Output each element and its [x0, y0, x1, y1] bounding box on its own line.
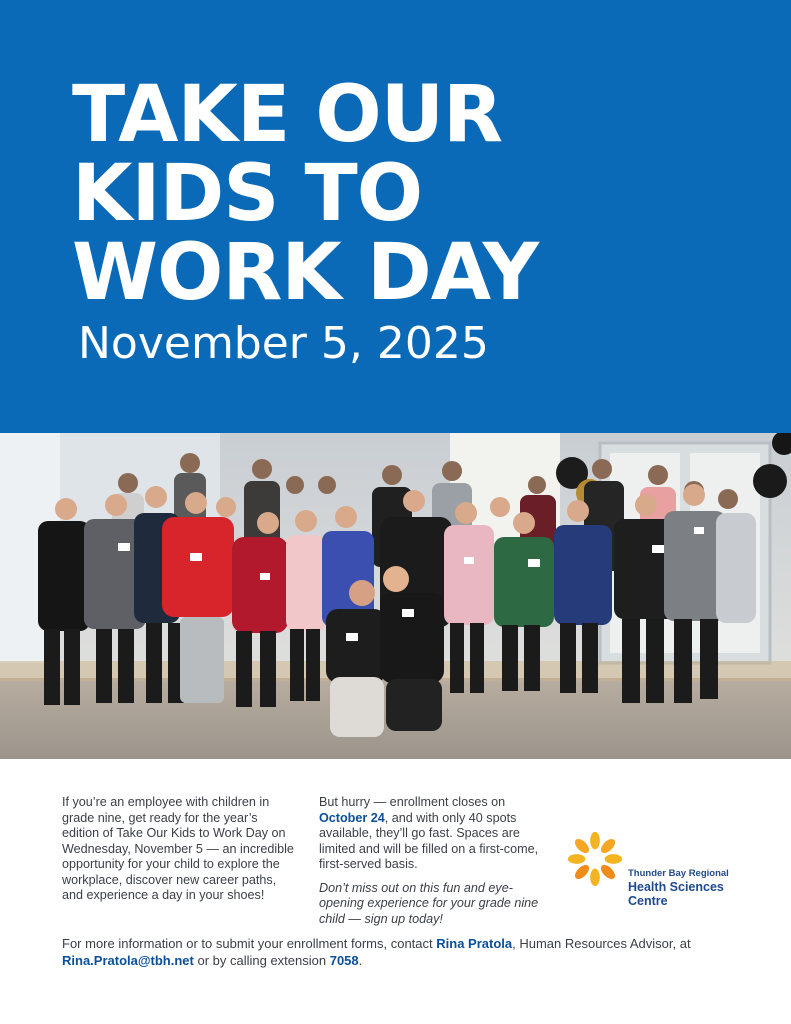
- logo-wordmark: [628, 868, 729, 908]
- event-date: November 5, 2025: [78, 318, 489, 369]
- footer-text-1: For more information or to submit your enrollment forms, contact: [62, 936, 437, 951]
- details-column: [319, 795, 551, 935]
- enrollment-text-1: But hurry — enrollment closes on: [319, 795, 506, 809]
- headline-line-3: WORK DAY: [72, 228, 539, 318]
- headline: [72, 70, 712, 318]
- logo-line-3: Centre: [628, 894, 668, 908]
- footer-text-4: .: [358, 952, 363, 968]
- headline-line-1: TAKE OUR: [72, 70, 503, 160]
- footer-text-3: or by calling extension: [193, 952, 330, 968]
- contact-name: Rina Pratola: [436, 936, 513, 951]
- group-photo: [0, 433, 791, 759]
- headline-line-2: KIDS TO: [72, 149, 423, 239]
- logo-line-2: Health Sciences: [628, 880, 724, 894]
- deadline-date: October 24: [319, 810, 385, 825]
- sunburst-petals-icon: [566, 830, 624, 888]
- hero-banner: [0, 0, 791, 433]
- hospital-logo: [566, 830, 766, 920]
- phone-extension: 7058: [329, 952, 359, 968]
- enrollment-paragraph: [319, 795, 551, 873]
- contact-footer: [62, 936, 742, 969]
- call-to-action: Don’t miss out on this fun and eye-opening experience for your grade nine child — sign up today!: [319, 880, 539, 926]
- intro-paragraph: If you’re an employee with children in grade nine, get ready for the year’s edition of Take Our Kids to Work Day on Wednesday, November 5 — an incredible opportunity for your child to explore the workplace, discover new career paths, and experience a day in your shoes!: [62, 795, 294, 902]
- footer-text-2: , Human Resources Advisor, at: [512, 936, 691, 951]
- logo-line-1: Thunder Bay Regional: [628, 868, 729, 879]
- enrollment-text-2: , and with only 40 spots available, they’ll go fast. Spaces are limited and will be filled on a first-come, first-served basis.: [319, 810, 539, 871]
- contact-email-link[interactable]: Rina.Pratola@tbh.net: [62, 952, 194, 968]
